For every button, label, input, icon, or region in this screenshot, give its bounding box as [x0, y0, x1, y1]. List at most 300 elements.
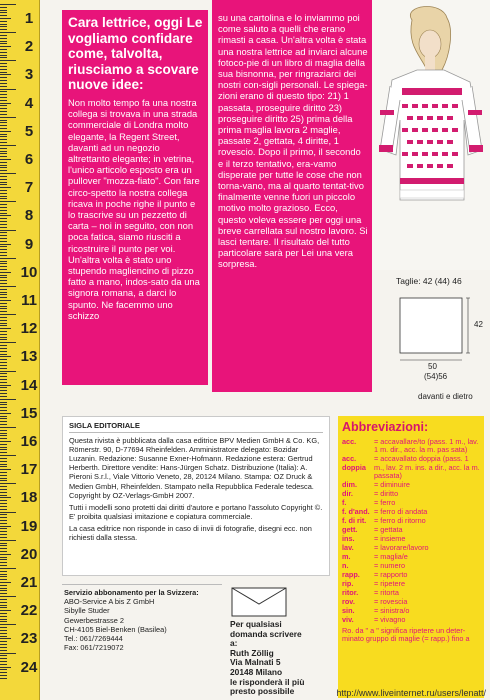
abbreviation-key: f. di rit. [342, 516, 367, 526]
abbreviation-value: = insieme [374, 534, 406, 544]
schematic-width-label: 50 [428, 362, 437, 371]
abbreviation-value: = ferro di andata [374, 507, 428, 517]
ruler-number: 19 [20, 517, 38, 535]
ruler-tick [0, 585, 7, 586]
ruler-tick [0, 125, 7, 126]
ruler-tick [0, 292, 7, 293]
ruler-tick [0, 447, 7, 448]
abbreviation-row [342, 589, 480, 597]
ruler-tick [0, 80, 7, 81]
ruler-tick [0, 179, 7, 180]
ruler-tick [0, 300, 11, 301]
abbreviation-key: dir. [342, 489, 353, 499]
ruler-tick [0, 218, 7, 219]
abbreviation-value: = ritorta [374, 588, 399, 598]
ruler-tick [0, 588, 7, 589]
ruler-tick [0, 114, 7, 115]
ruler-tick [0, 317, 7, 318]
subscription-line: Gewerbestrasse 2 [64, 615, 124, 625]
ruler-tick [0, 650, 7, 651]
ruler-tick [0, 658, 7, 659]
ruler-tick [0, 117, 16, 118]
editorial-paragraph-2: Tutti i modelli sono protetti dai diritti d'autore e portano l'assoluto Copyright ©. E' proibita qualsiasi imitazione e copiatura commerciale. [69, 502, 323, 521]
ruler-tick [0, 46, 11, 47]
ruler-tick [0, 579, 7, 580]
abbreviation-key: f. [342, 498, 347, 508]
abbreviation-value: = numero [374, 561, 406, 571]
ruler-tick [0, 26, 7, 27]
ruler-tick [0, 630, 7, 631]
mail-line: Per qualsiasi [230, 619, 282, 629]
ruler-tick [0, 365, 7, 366]
envelope-icon [230, 586, 290, 620]
letter-body-col2: su una cartolina e lo inviammo poi come saluto a quelli che erano rimasti a casa. Un'altra volta è stata una nostra lettrice ad inviarci alcune fotoco-pie di un libro di maglia della sua bisnonna, per ringraziarci dei nostri con-sigli personali. Le spiega-zioni erano di questo tipo: 21) 1 passata, proseguire diritto 23) proseguire diritto 25) prima della prima maglia lavora 2 maglie, passate 2, gettata, 4 diritte, 1 rovescio. Dopo il primo, il secondo e il terzo tentativo, era-vamo disperate per tutte le cose che non torna-vano, ma al quarto tentat-tivo finalmente venne fuori un piccolo motivo molto grazioso. Ecco, questo voleva essere per oggi una breve carrellata sul nostro lavoro. Si lasci tentare. Il risultato del tutto particolare sarà per Lei una vera sorpresa. [218, 12, 368, 270]
abbreviation-row [342, 562, 480, 570]
ruler-tick [0, 449, 7, 450]
ruler-tick [0, 653, 16, 654]
editorial-box [62, 416, 330, 576]
ruler-tick [0, 551, 7, 552]
ruler-tick [0, 258, 16, 259]
ruler-tick [0, 204, 7, 205]
ruler-tick [0, 323, 7, 324]
ruler-tick [0, 328, 11, 329]
ruler-tick [0, 430, 7, 431]
ruler-tick [0, 91, 7, 92]
abbreviation-value: = vivagno [374, 615, 406, 625]
ruler-tick [0, 339, 7, 340]
ruler-number: 15 [20, 404, 38, 422]
ruler-tick [0, 433, 7, 434]
ruler-tick [0, 582, 11, 583]
ruler-tick [0, 543, 7, 544]
ruler-tick [0, 376, 7, 377]
ruler-tick [0, 60, 16, 61]
ruler-tick [0, 562, 7, 563]
ruler-tick [0, 672, 7, 673]
ruler-tick [0, 297, 7, 298]
ruler-number: 20 [20, 545, 38, 563]
ruler-number: 2 [24, 38, 34, 56]
ruler-tick [0, 4, 16, 5]
ruler-tick [0, 528, 7, 529]
ruler-tick [0, 57, 7, 58]
ruler-tick [0, 500, 7, 501]
ruler-tick [0, 480, 7, 481]
ruler-tick [0, 342, 16, 343]
ruler-number: 14 [20, 376, 38, 394]
abbreviation-row [342, 580, 480, 588]
ruler-tick [0, 89, 16, 90]
ruler-tick [0, 196, 7, 197]
schematic-height-label: 42 [474, 320, 483, 329]
mail-line: presto possibile [230, 686, 295, 697]
schematic-width-sub-label: (54)56 [424, 372, 448, 381]
ruler-tick [0, 215, 11, 216]
ruler-tick [0, 469, 11, 470]
mail-line: le risponderà il più [230, 676, 305, 687]
abbreviations-title: Abbreviazioni: [342, 420, 429, 434]
ruler-number: 23 [20, 630, 38, 648]
ruler-tick [0, 356, 11, 357]
ruler-tick [0, 314, 16, 315]
ruler-tick [0, 531, 7, 532]
ruler-tick [0, 162, 7, 163]
ruler-tick [0, 413, 11, 414]
ruler-tick [0, 193, 7, 194]
mail-line: Via Malnati 5 [230, 657, 281, 668]
ruler-tick [0, 320, 7, 321]
ruler-tick [0, 283, 7, 284]
ruler-tick [0, 557, 7, 558]
abbreviation-row [342, 607, 480, 615]
ruler-tick [0, 41, 7, 42]
ruler-tick [0, 489, 7, 490]
mail-line: Ruth Zöllig [230, 647, 274, 658]
ruler-tick [0, 187, 11, 188]
abbreviation-key: dim. [342, 480, 357, 490]
ruler-tick [0, 244, 11, 245]
ruler-tick [0, 77, 7, 78]
ruler-tick [0, 655, 7, 656]
ruler-tick [0, 280, 7, 281]
subscription-line: Sibylle Studer [64, 606, 110, 616]
ruler-number: 21 [20, 574, 38, 591]
ruler-tick [0, 416, 7, 417]
abbreviation-value: = lavorare/lavoro [374, 543, 429, 553]
ruler-tick [0, 610, 11, 611]
ruler-tick [0, 159, 11, 160]
ruler-tick [0, 74, 11, 75]
schematic-drawing [388, 288, 488, 378]
ruler-number: 1 [24, 10, 34, 27]
ruler-tick [0, 461, 7, 462]
editorial-title: SIGLA EDITORIALE [69, 421, 323, 433]
ruler-tick [0, 387, 7, 388]
ruler-tick [0, 636, 7, 637]
ruler-tick [0, 354, 7, 355]
ruler-tick [0, 559, 7, 560]
ruler-tick [0, 669, 7, 670]
abbreviation-key: lav. [342, 543, 354, 553]
ruler-tick [0, 644, 7, 645]
subscription-line: ABO-Service A bis Z GmbH [64, 597, 155, 607]
ruler-tick [0, 128, 7, 129]
abbreviation-value: = ripetere [374, 579, 406, 589]
ruler-tick [0, 503, 7, 504]
ruler-tick [0, 565, 7, 566]
ruler-tick [0, 246, 7, 247]
ruler-tick [0, 263, 7, 264]
ruler-number: 8 [24, 207, 34, 225]
sizes-label: Taglie: 42 (44) 46 [396, 276, 462, 286]
ruler-tick [0, 277, 7, 278]
abbreviation-key: viv. [342, 615, 354, 625]
ruler-tick [0, 139, 7, 140]
ruler-tick [0, 227, 7, 228]
ruler-tick [0, 266, 7, 267]
ruler-tick [0, 100, 7, 101]
ruler-tick [0, 517, 7, 518]
ruler-tick [0, 108, 7, 109]
ruler-tick [0, 151, 7, 152]
ruler-tick [0, 675, 7, 676]
ruler-tick [0, 43, 7, 44]
ruler-tick [0, 404, 7, 405]
ruler-tick [0, 399, 16, 400]
ruler-tick [0, 142, 7, 143]
ruler-tick [0, 252, 7, 253]
ruler-tick [0, 427, 16, 428]
abbreviation-row [342, 616, 480, 624]
ruler-tick [0, 455, 16, 456]
ruler-tick [0, 407, 7, 408]
ruler-tick [0, 590, 7, 591]
ruler-tick [0, 438, 7, 439]
ruler-tick [0, 230, 16, 231]
ruler-number: 22 [20, 602, 38, 620]
schematic-caption: davanti e dietro [418, 392, 473, 401]
ruler-tick [0, 464, 7, 465]
ruler-tick [0, 221, 7, 222]
ruler-tick [0, 472, 7, 473]
ruler-tick [0, 325, 7, 326]
abbreviation-value: = ferro [374, 498, 396, 508]
ruler-tick [0, 435, 7, 436]
ruler-tick [0, 111, 7, 112]
ruler-tick [0, 393, 7, 394]
subscription-line: CH-4105 Biel-Benken (Basilea) [64, 624, 167, 634]
ruler-tick [0, 86, 7, 87]
ruler-number: 18 [20, 489, 38, 507]
ruler-tick [0, 534, 7, 535]
abbreviation-value: = maglia/e [374, 552, 408, 562]
ruler-tick [0, 495, 7, 496]
abbreviation-value: = gettata [374, 525, 403, 535]
ruler-tick [0, 647, 7, 648]
ruler-tick [0, 170, 7, 171]
ruler-tick [0, 331, 7, 332]
ruler-tick [0, 345, 7, 346]
ruler-tick [0, 35, 7, 36]
ruler-tick [0, 424, 7, 425]
ruler-tick [0, 52, 7, 53]
abbreviation-value: = diminuire [374, 480, 410, 490]
ruler-tick [0, 596, 16, 597]
ruler-tick [0, 624, 16, 625]
ruler-tick [0, 122, 7, 123]
ruler-tick [0, 526, 11, 527]
ruler-tick [0, 362, 7, 363]
ruler-tick [0, 24, 7, 25]
ruler-tick [0, 165, 7, 166]
abbreviation-value: = ferro di ritorno [374, 516, 426, 526]
abbreviation-row [342, 598, 480, 606]
ruler-tick [0, 599, 7, 600]
abbreviation-row [342, 438, 480, 455]
ruler-tick [0, 103, 11, 104]
ruler-tick [0, 574, 7, 575]
ruler-tick [0, 514, 7, 515]
abbreviation-row [342, 490, 480, 498]
ruler-tick [0, 198, 7, 199]
ruler-tick [0, 371, 16, 372]
ruler-tick [0, 382, 7, 383]
ruler-number: 17 [20, 461, 38, 479]
ruler-tick [0, 613, 7, 614]
subscription-line: Fax: 061/7219072 [64, 643, 124, 653]
ruler-tick [0, 483, 16, 484]
ruler-tick [0, 182, 7, 183]
ruler-number: 12 [20, 320, 38, 338]
abbreviation-row [342, 455, 480, 480]
ruler-tick [0, 441, 11, 442]
letter-heading: Cara lettrice, oggi Le vogliamo confidare come, talvolta, riusciamo a scovare nuove idee: [68, 15, 203, 93]
ruler-tick [0, 232, 7, 233]
ruler-tick [0, 545, 7, 546]
ruler-tick [0, 633, 7, 634]
letter-body-col1: Non molto tempo fa una nostra collega si trovava in una strada commerciale di Londra molto elegante, la Regent Street, davanti ad un negozio altrettanto elegante; in vetrina, l'unico articolo esposto era un pullover "mozza-fiato". Con fare circo-spetto la nostra collega ricava in poche righe il punto e lo trascrive su un pezzetto di carta – noi in seguito, con non poca fatica, siamo riusciti a ricostruire il punto per voi. Un'altra volta è stato uno stupendo magliencino di pizzo fatto a mano, indos-sato da una signora romana, a darci lo spunto. Ne facemmo uno schizzo [68, 96, 200, 321]
ruler-tick [0, 359, 7, 360]
source-url: http://www.liveinternet.ru/users/lenatt/ [336, 688, 486, 698]
ruler-tick [0, 190, 7, 191]
ruler-tick [0, 492, 7, 493]
ruler-tick [0, 616, 7, 617]
ruler-tick [0, 478, 7, 479]
ruler-tick [0, 678, 7, 679]
ruler-tick [0, 201, 16, 202]
ruler-tick [0, 261, 7, 262]
abbreviation-row [342, 517, 480, 525]
ruler-tick [0, 664, 7, 665]
ruler-tick [0, 396, 7, 397]
ruler-tick [0, 351, 7, 352]
ruler-tick [0, 421, 7, 422]
ruler-tick [0, 506, 7, 507]
ruler-tick [0, 7, 7, 8]
ruler-number: 10 [20, 263, 38, 281]
mail-contact [226, 586, 338, 696]
ruler-tick [0, 641, 7, 642]
ruler-number: 13 [20, 348, 38, 366]
ruler-tick [0, 571, 7, 572]
ruler-tick [0, 173, 16, 174]
abbreviation-row [342, 571, 480, 579]
ruler-tick [0, 621, 7, 622]
ruler-tick [0, 131, 11, 132]
ruler-tick [0, 605, 7, 606]
abbreviation-key: ins. [342, 534, 355, 544]
ruler-tick [0, 97, 7, 98]
abbreviation-key: acc. [342, 437, 357, 446]
ruler-tick [0, 593, 7, 594]
ruler-number: 24 [20, 658, 38, 676]
mail-line: 20148 Milano [230, 666, 283, 677]
ruler-tick [0, 72, 7, 73]
ruler-tick [0, 21, 7, 22]
ruler-number: 16 [20, 433, 38, 450]
ruler-tick [0, 627, 7, 628]
ruler-tick [0, 497, 11, 498]
ruler-tick [0, 607, 7, 608]
ruler-tick [0, 210, 7, 211]
ruler-tick [0, 207, 7, 208]
letter-column-2 [218, 12, 368, 382]
ruler-tick [0, 418, 7, 419]
ruler-tick [0, 249, 7, 250]
ruler-tick [0, 308, 7, 309]
abbreviation-key: rov. [342, 597, 355, 607]
ruler-tick [0, 32, 16, 33]
abbreviation-value: = rapporto [374, 570, 408, 580]
abbreviation-row [342, 544, 480, 552]
ruler-tick [0, 105, 7, 106]
mail-line: domanda scrivere [230, 628, 302, 639]
mail-line: a: [230, 638, 238, 649]
abbreviation-row [342, 553, 480, 561]
ruler-tick [0, 10, 7, 11]
ruler-tick [0, 486, 7, 487]
ruler-tick [0, 509, 7, 510]
subscription-info [62, 584, 222, 694]
ruler-tick [0, 373, 7, 374]
ruler-tick [0, 289, 7, 290]
ruler-number: 3 [24, 66, 34, 84]
ruler-tick [0, 167, 7, 168]
ruler-tick [0, 523, 7, 524]
ruler [0, 0, 40, 700]
ruler-tick [0, 306, 7, 307]
ruler-tick [0, 402, 7, 403]
ruler-tick [0, 458, 7, 459]
abbreviation-value: = sinistra/o [374, 606, 410, 616]
ruler-tick [0, 661, 7, 662]
ruler-tick [0, 55, 7, 56]
ruler-tick [0, 385, 11, 386]
ruler-tick [0, 548, 7, 549]
ruler-tick [0, 512, 16, 513]
abbreviation-value: = accavallare/to (pass. 1 m., lav. 1 m. dir., acc. la m. pas sata) [374, 437, 479, 455]
ruler-tick [0, 619, 7, 620]
ruler-tick [0, 540, 16, 541]
ruler-tick [0, 390, 7, 391]
ruler-tick [0, 69, 7, 70]
subscription-line: Tel.: 061/7269444 [64, 634, 123, 644]
abbreviation-value: = diritto [374, 489, 399, 499]
ruler-tick [0, 156, 7, 157]
ruler-tick [0, 213, 7, 214]
ruler-tick [0, 410, 7, 411]
ruler-number: 6 [24, 151, 34, 168]
subscription-title: Servizio abbonamento per la Svizzera: [64, 588, 199, 597]
ruler-tick [0, 176, 7, 177]
ruler-tick [0, 303, 7, 304]
abbreviation-key: rapp. [342, 570, 360, 580]
editorial-paragraph-3: La casa editrice non risponde in caso di invii di fotografie, disegni ecc. non richiesti dalla stessa. [69, 523, 312, 543]
abbreviations-footnote: Ro. da " a " significa ripetere un deter-minato gruppo di maglie (= rapp.) fino a [342, 625, 470, 644]
ruler-tick [0, 29, 7, 30]
ruler-tick [0, 334, 7, 335]
ruler-tick [0, 184, 7, 185]
ruler-tick [0, 49, 7, 50]
abbreviation-key: rip. [342, 579, 354, 589]
ruler-tick [0, 153, 7, 154]
abbreviation-row [342, 481, 480, 489]
ruler-tick [0, 18, 11, 19]
ruler-tick [0, 348, 7, 349]
ruler-tick [0, 12, 7, 13]
ruler-tick [0, 269, 7, 270]
